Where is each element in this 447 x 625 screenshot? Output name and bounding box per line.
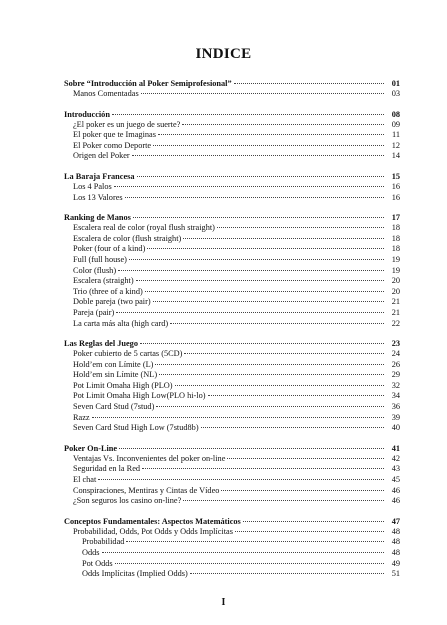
dot-leader	[183, 500, 384, 501]
toc-entry[interactable]	[64, 527, 400, 538]
dot-leader	[147, 248, 384, 249]
dot-leader	[140, 343, 384, 344]
toc-entry[interactable]	[64, 349, 400, 360]
toc-entry-label: Odds	[82, 548, 100, 557]
toc-page-number: 39	[391, 412, 400, 422]
toc-entry[interactable]	[64, 548, 400, 559]
toc-section	[64, 171, 400, 203]
toc-page-number: 48	[391, 548, 400, 557]
toc-page-number: 20	[391, 276, 400, 286]
dot-leader	[190, 573, 384, 574]
dot-leader	[145, 291, 384, 292]
toc-entry[interactable]	[64, 391, 400, 402]
toc-entry-label: Hold’em con Límite (L)	[73, 359, 154, 369]
toc-page-number: 36	[391, 402, 400, 412]
toc-section-title: Ranking de Manos	[64, 213, 131, 223]
toc-entry-label: Los 13 Valores	[73, 192, 123, 202]
toc-entry[interactable]	[64, 266, 400, 277]
toc-entry[interactable]	[64, 297, 400, 308]
toc-page-number: 19	[391, 254, 400, 264]
dot-leader	[153, 145, 384, 146]
toc-page-number: 18	[391, 244, 400, 254]
toc-entry-label: Pot Odds	[82, 558, 113, 568]
toc-section-heading[interactable]	[64, 78, 400, 89]
toc-page-number: 15	[391, 171, 400, 181]
toc-page-number: 12	[391, 140, 400, 150]
toc-entry-label: Trio (three of a kind)	[73, 286, 143, 296]
toc-entry-label: Seven Card Stud High Low (7stud8b)	[73, 423, 199, 433]
toc-section-title: Las Reglas del Juego	[64, 339, 138, 349]
dot-leader	[116, 312, 384, 313]
toc-page-number: 11	[392, 130, 400, 140]
toc-entry-label: Color (flush)	[73, 265, 117, 275]
toc-section	[64, 443, 400, 507]
toc-entry-label: Escalera de color (flush straight)	[73, 233, 182, 243]
toc-entry-label: El poker que te Imaginas	[73, 130, 156, 140]
toc-entry[interactable]	[64, 244, 400, 255]
dot-leader	[142, 468, 384, 469]
toc-entry-label: Probabilidad	[82, 537, 125, 547]
toc-page-number: 09	[391, 119, 400, 129]
dot-leader	[182, 124, 384, 125]
dot-leader	[217, 227, 384, 228]
toc-section-title: Poker On-Line	[64, 443, 118, 453]
toc-entry[interactable]	[64, 569, 400, 580]
dot-leader	[112, 114, 384, 115]
toc-entry[interactable]	[64, 360, 400, 371]
toc-section-heading[interactable]	[64, 109, 400, 120]
toc-page-number: 18	[391, 223, 400, 233]
dot-leader	[153, 301, 384, 302]
page-number: I	[221, 597, 226, 608]
dot-leader	[115, 563, 384, 564]
toc-page-number: 16	[391, 181, 400, 191]
toc-entry-label: El Poker como Deporte	[73, 140, 152, 150]
toc-page-number: 40	[391, 423, 400, 433]
toc-entry[interactable]	[64, 413, 400, 424]
toc-page-number: 32	[391, 380, 400, 390]
dot-leader	[141, 93, 384, 94]
toc-page-number: 51	[391, 569, 400, 579]
dot-leader	[184, 353, 384, 354]
toc-entry[interactable]	[64, 464, 400, 475]
toc-entry[interactable]	[64, 475, 400, 486]
dot-leader	[235, 531, 384, 532]
toc-entry[interactable]	[64, 496, 400, 507]
dot-leader	[159, 374, 384, 375]
toc-page-number: 22	[391, 318, 400, 328]
dot-leader	[137, 176, 384, 177]
toc-page-number: 18	[391, 233, 400, 243]
toc-page-number: 19	[391, 265, 400, 275]
toc-entry-label: El chat	[73, 475, 97, 485]
toc-section	[64, 338, 400, 434]
dot-leader	[125, 197, 384, 198]
toc-section	[64, 109, 400, 162]
toc-page-number: 21	[391, 297, 400, 307]
toc-entry[interactable]	[64, 287, 400, 298]
dot-leader	[132, 155, 384, 156]
toc-page-number: 16	[391, 192, 400, 202]
dot-leader	[98, 479, 384, 480]
toc-page-number: 48	[391, 526, 400, 536]
toc-page-number: 24	[391, 349, 400, 359]
toc-section-title: Conceptos Fundamentales: Aspectos Matemáticos	[64, 516, 241, 526]
toc-page-number: 43	[391, 464, 400, 474]
toc-page-number: 26	[391, 359, 400, 369]
toc-entry[interactable]	[64, 182, 400, 193]
toc-entry-label: Conspiraciones, Mentiras y Cintas de Vídeo	[73, 485, 220, 495]
toc-page-number: 47	[391, 516, 400, 526]
dot-leader	[208, 395, 384, 396]
toc-entry-label: Pot Limit Omaha High Low(PLO hi-lo)	[73, 391, 206, 401]
dot-leader	[102, 552, 384, 553]
toc-entry[interactable]	[64, 381, 400, 392]
toc-entry[interactable]	[64, 308, 400, 319]
toc-entry[interactable]	[64, 151, 400, 162]
toc-entry-label: Full (full house)	[73, 254, 127, 264]
toc-page-number: 17	[391, 213, 400, 223]
toc-entry-label: Odds Implícitas (Implied Odds)	[82, 569, 188, 579]
toc-entry-label: Manos Comentadas	[73, 89, 139, 98]
toc-entry-label: ¿El poker es un juego de suerte?	[73, 119, 181, 129]
toc-section-heading[interactable]	[64, 338, 400, 349]
toc-section	[64, 78, 400, 100]
toc-page-number: 03	[391, 89, 400, 98]
toc-page-number: 23	[391, 339, 400, 349]
toc-entry[interactable]	[64, 234, 400, 245]
toc-section-title: Introducción	[64, 109, 110, 119]
toc-page-number: 46	[391, 485, 400, 495]
toc-entry[interactable]	[64, 486, 400, 497]
toc-section-heading[interactable]	[64, 171, 400, 182]
toc-page-number: 01	[391, 79, 400, 88]
toc-entry[interactable]	[64, 255, 400, 266]
toc-section-title: Sobre “Introducción al Poker Semiprofesional”	[64, 79, 232, 88]
toc-entry[interactable]	[64, 559, 400, 570]
dot-leader	[158, 134, 384, 135]
toc-page-number: 14	[391, 151, 400, 161]
table-of-contents	[64, 78, 400, 589]
toc-entry-label: Razz	[73, 412, 90, 422]
dot-leader	[170, 323, 384, 324]
toc-page-number: 34	[391, 391, 400, 401]
toc-entry[interactable]	[64, 537, 400, 548]
toc-entry[interactable]	[64, 120, 400, 131]
dot-leader	[114, 186, 384, 187]
dot-leader	[183, 238, 384, 239]
toc-section-heading[interactable]	[64, 212, 400, 223]
toc-entry[interactable]	[64, 370, 400, 381]
dot-leader	[133, 217, 384, 218]
toc-page-number: 21	[391, 307, 400, 317]
toc-entry-label: ¿Son seguros los casino on-line?	[73, 496, 182, 506]
toc-entry[interactable]	[64, 454, 400, 465]
dot-leader	[119, 448, 384, 449]
toc-entry[interactable]	[64, 141, 400, 152]
dot-leader	[118, 270, 384, 271]
dot-leader	[129, 259, 384, 260]
toc-section-title: La Baraja Francesa	[64, 171, 135, 181]
toc-page-number: 29	[391, 370, 400, 380]
toc-page-number: 42	[391, 453, 400, 463]
toc-entry[interactable]	[64, 319, 400, 330]
toc-page-number: 48	[391, 537, 400, 547]
toc-page-number: 20	[391, 286, 400, 296]
dot-leader	[155, 364, 384, 365]
toc-entry[interactable]	[64, 276, 400, 287]
dot-leader	[126, 541, 384, 542]
dot-leader	[234, 83, 384, 84]
dot-leader	[221, 490, 384, 491]
toc-section	[64, 516, 400, 580]
toc-entry[interactable]	[64, 223, 400, 234]
dot-leader	[227, 458, 384, 459]
toc-page-number: 45	[391, 475, 400, 485]
toc-page-number: 46	[391, 496, 400, 506]
toc-entry-label: Origen del Poker	[73, 151, 130, 161]
dot-leader	[136, 280, 384, 281]
toc-entry-label: Pareja (pair)	[73, 307, 115, 317]
page-title: INDICE	[195, 46, 252, 62]
toc-entry-label: Pot Limit Omaha High (PLO)	[73, 380, 173, 390]
toc-entry-label: Poker (four of a kind)	[73, 244, 146, 254]
dot-leader	[92, 417, 384, 418]
toc-entry-label: Seven Card Stud (7stud)	[73, 402, 155, 412]
toc-entry[interactable]	[64, 89, 400, 100]
dot-leader	[175, 385, 384, 386]
toc-entry-label: Probabilidad, Odds, Pot Odds y Odds Implícitas	[73, 526, 233, 536]
toc-entry-label: Seguridad en la Red	[73, 464, 141, 474]
dot-leader	[243, 521, 384, 522]
toc-entry-label: Escalera real de color (royal flush straight)	[73, 223, 215, 233]
toc-entry[interactable]	[64, 402, 400, 413]
toc-entry-label: Escalera (straight)	[73, 276, 134, 286]
toc-section-heading[interactable]	[64, 516, 400, 527]
toc-page-number: 41	[391, 443, 400, 453]
toc-entry-label: Hold’em sin Límite (NL)	[73, 370, 158, 380]
toc-entry-label: La carta más alta (high card)	[73, 318, 169, 328]
toc-entry[interactable]	[64, 130, 400, 141]
toc-page-number: 08	[391, 109, 400, 119]
toc-entry-label: Poker cubierto de 5 cartas (5CD)	[73, 349, 183, 359]
toc-entry[interactable]	[64, 193, 400, 204]
toc-section-heading[interactable]	[64, 443, 400, 454]
toc-page-number: 49	[391, 558, 400, 568]
toc-entry-label: Doble pareja (two pair)	[73, 297, 151, 307]
toc-entry-label: Los 4 Palos	[73, 181, 112, 191]
dot-leader	[156, 406, 384, 407]
toc-entry-label: Ventajas Vs. Inconvenientes del poker on-line	[73, 453, 226, 463]
toc-entry[interactable]	[64, 423, 400, 434]
toc-section	[64, 212, 400, 329]
dot-leader	[201, 427, 384, 428]
